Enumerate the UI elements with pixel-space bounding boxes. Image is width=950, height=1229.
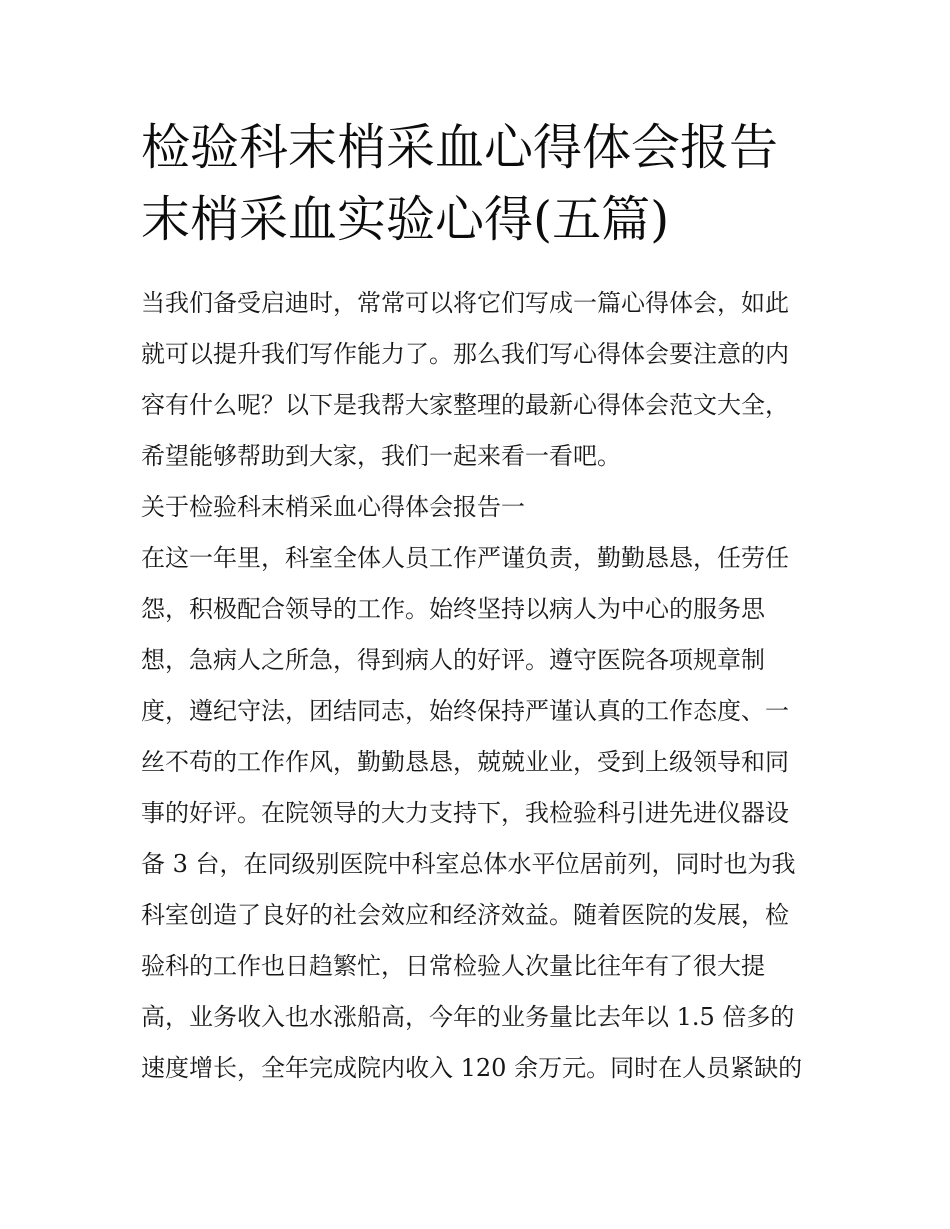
paragraph-line: 度，遵纪守法，团结同志，始终保持严谨认真的工作态度、一 xyxy=(141,697,789,725)
document-body xyxy=(141,278,821,1094)
paragraph-line: 验科的工作也日趋繁忙，日常检验人次量比往年有了很大提 xyxy=(141,952,765,980)
paragraph-line: 就可以提升我们写作能力了。那么我们写心得体会要注意的内 xyxy=(141,340,789,368)
paragraph-line: 速度增长，全年完成院内收入 120 余万元。同时在人员紧缺的 xyxy=(141,1054,803,1082)
title-line: 检验科末梢采血心得体会报告 xyxy=(141,119,779,176)
paragraph-line: 怨，积极配合领导的工作。始终坚持以病人为中心的服务思 xyxy=(141,595,765,623)
document-content xyxy=(141,112,821,1094)
title-line: 末梢采血实验心得(五篇) xyxy=(141,191,670,248)
paragraph-line: 想，急病人之所急，得到病人的好评。遵守医院各项规章制 xyxy=(141,646,765,674)
paragraph-line: 丝不苟的工作作风，勤勤恳恳，兢兢业业，受到上级领导和同 xyxy=(141,748,789,776)
document-title xyxy=(141,112,821,256)
paragraph-line: 容有什么呢？以下是我帮大家整理的最新心得体会范文大全， xyxy=(141,391,789,419)
paragraph-line: 当我们备受启迪时，常常可以将它们写成一篇心得体会，如此 xyxy=(141,289,789,317)
paragraph-line: 事的好评。在院领导的大力支持下，我检验科引进先进仪器设 xyxy=(141,799,789,827)
paragraph-line: 高，业务收入也水涨船高，今年的业务量比去年以 1.5 倍多的 xyxy=(141,1003,795,1031)
paragraph-line: 希望能够帮助到大家，我们一起来看一看吧。 xyxy=(141,442,621,470)
section-heading: 关于检验科末梢采血心得体会报告一 xyxy=(141,493,525,521)
paragraph-line: 备 3 台，在同级别医院中科室总体水平位居前列，同时也为我 xyxy=(141,850,796,878)
paragraph-line: 科室创造了良好的社会效应和经济效益。随着医院的发展，检 xyxy=(141,901,789,929)
paragraph-line: 在这一年里，科室全体人员工作严谨负责，勤勤恳恳，任劳任 xyxy=(141,544,789,572)
